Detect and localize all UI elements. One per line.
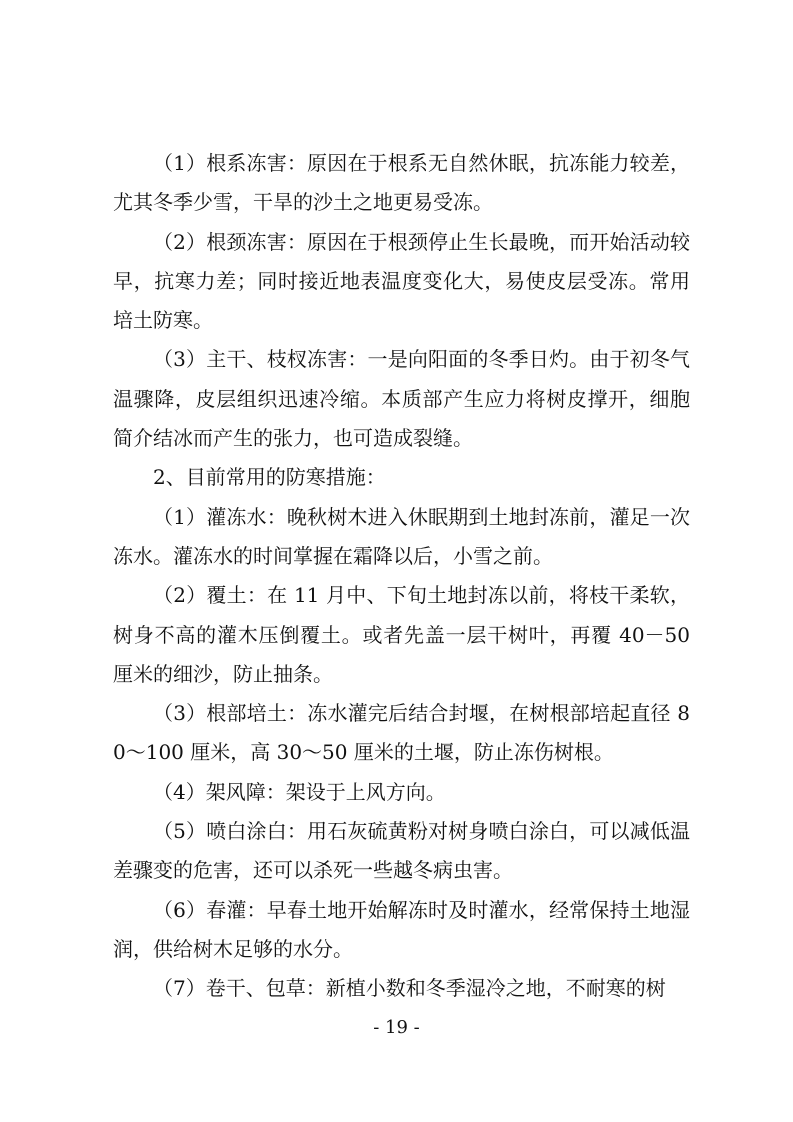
- paragraph-trunk-freeze: （3）主干、枝杈冻害：一是向阳面的冬季日灼。由于初冬气温骤降，皮层组织迅速冷缩。本质部产生应力将树皮撑开，细胞简介结冰而产生的张力，也可造成裂缝。: [113, 347, 690, 451]
- page-number: - 19 -: [373, 1017, 420, 1038]
- paragraph-root-freeze: （1）根系冻害：原因在于根系无自然休眠，抗冻能力较差，尤其冬季少雪，干旱的沙土之地更易受冻。: [113, 151, 690, 215]
- paragraph-winter-irrigation: （1）灌冻水：晚秋树木进入休眠期到土地封冻前，灌足一次冻水。灌冻水的时间掌握在霜降以后，小雪之前。: [113, 504, 690, 568]
- section-heading-measures: 2、目前常用的防寒措施：: [153, 465, 386, 490]
- paragraph-soil-cover: （2）覆土：在 11 月中、下旬土地封冻以前，将枝干柔软，树身不高的灌木压倒覆土。或者先盖一层干树叶，再覆 40－50 厘米的细沙，防止抽条。: [113, 583, 690, 686]
- paragraph-spring-irrigation: （6）春灌：早春土地开始解冻时及时灌水，经常保持土地湿润，供给树木足够的水分。: [113, 897, 690, 961]
- paragraph-root-collar-freeze: （2）根颈冻害：原因在于根颈停止生长最晚，而开始活动较早，抗寒力差；同时接近地表温度变化大，易使皮层受冻。常用培土防寒。: [113, 229, 690, 333]
- paragraph-windbreak: （4）架风障：架设于上风方向。: [153, 779, 446, 804]
- paragraph-root-mounding: （3）根部培土：冻水灌完后结合封堰，在树根部培起直径 80～100 厘米，高 30～50 厘米的土堰，防止冻伤树根。: [113, 701, 690, 765]
- paragraph-trunk-wrapping: （7）卷干、包草：新植小数和冬季湿冷之地，不耐寒的树: [153, 976, 666, 1001]
- paragraph-whitewash: （5）喷白涂白：用石灰硫黄粉对树身喷白涂白，可以减低温差骤变的危害，还可以杀死一些越冬病虫害。: [113, 819, 690, 883]
- body-text: [113, 144, 690, 1009]
